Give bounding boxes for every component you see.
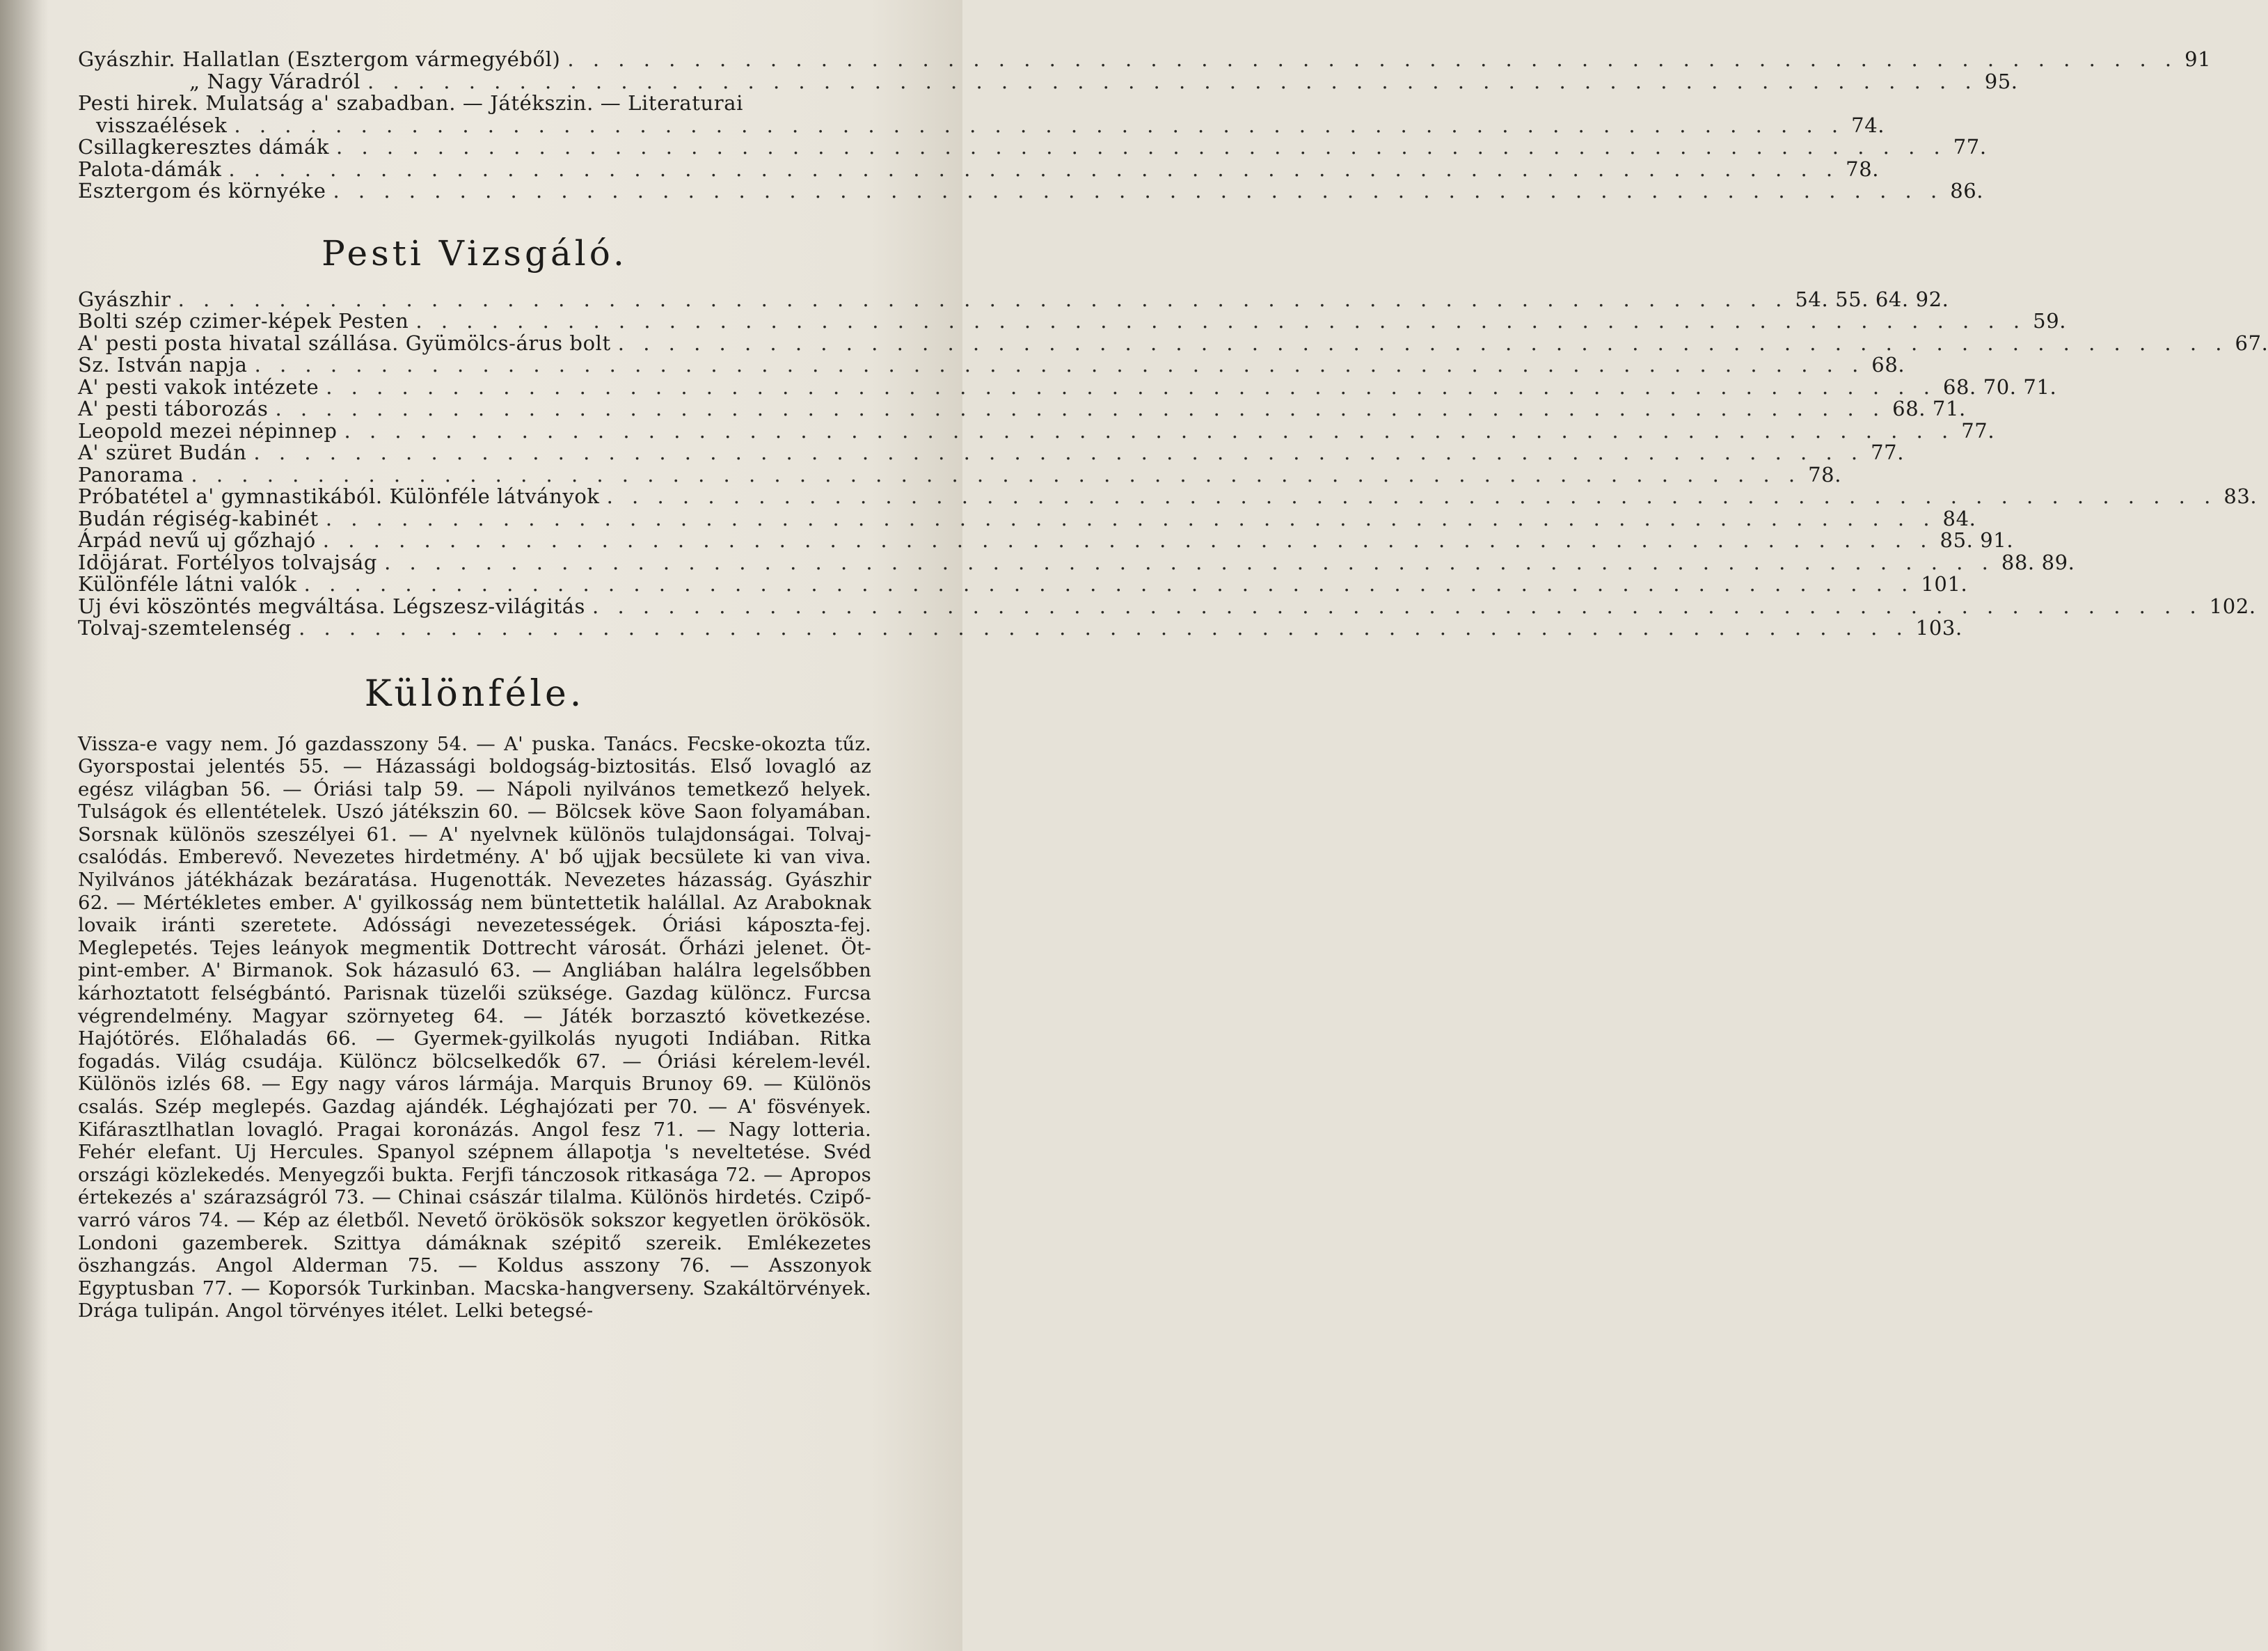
dot-leader [415,310,2026,333]
toc-entry: Esztergom és környéke . . . 86. [78,180,871,203]
dot-leader [367,71,1978,93]
toc-entry: A' pesti vakok intézete . . . 68. 70. 71. [78,377,871,399]
dot-leader [567,49,2178,71]
page-edge-shadow [0,0,49,1651]
toc-entry: A' szüret Budán . . . 77. [78,442,871,464]
toc-entry: Gyászhir . . . 54. 55. 64. 92. [78,289,871,311]
toc-entry: Próbatétel a' gymnastikából. Különféle látványok . . . 83. [78,486,871,508]
toc-pesti-list [78,287,2268,640]
dot-leader [384,552,1995,574]
toc-entry: Tolvaj-szemtelenség . . . 103. [78,617,871,640]
toc-entry: Leopold mezei népinnep . . . 77. [78,420,871,443]
dot-leader [253,442,1864,464]
toc-entry: Sz. István napja . . . 68. [78,354,871,377]
kulonfele-paragraph: Vissza-e vagy nem. Jó gazdasszony 54. — A' puska. Tanács. Fecske-okozta tűz. Gyorspostai jelentés 55. — Házassági boldogság-biztositás. Első lovagló az egész világban 56. — Óriási talp 59. — Nápoli nyilvános temetkező helyek. Tulságok és ellentételek. Uszó játékszin 60. — Bölcsek köve Saon folyamában. Sorsnak különös szeszélyei 61. — A' nyelvnek különös tulajdonságai. Tolvaj-csalódás. Emberevő. Nevezetes hirdetmény. A' bő ujjak becsülete ki van viva. Nyilvános játékházak bezáratása. Hugenották. Nevezetes házasság. Gyászhir 62. — Mértékletes ember. A' gyilkosság nem büntettetik halállal. Az Araboknak lovaik iránti szeretete. Adóssági nevezetességek. Óriási káposzta-fej. Meglepetés. Tejes leányok megmentik Dottrecht városát. Őrházi jelenet. Öt-pint-ember. A' Birmanok. Sok házasuló 63. — Angliában halálra legelsőbben kárhoztatott felségbántó. Parisnak tüzelői szüksége. Gazdag különcz. Furcsa végrendelmény. Magyar szörnyeteg 64. — Játék borzasztó következése. Hajótörés. Előhaladás 66. — Gyermek-gyilkolás nyugoti Indiában. Ritka fogadás. Világ csudája. Különcz bölcselkedők 67. — Óriási kérelem-levél. Különös izlés 68. — Egy nagy város lármája. Marquis Brunoy 69. — Különös csalás. Szép meglepés. Gazdag ajándék. Léghajózati per 70. — A' fösvények. Kifárasztlhatlan lovagló. Pragai koronázás. Angol fesz 71. — Nagy lotteria. Fehér elefant. Uj Hercules. Spanyol szépnem állapotja 's neveltetése. Svéd országi közlekedés. Menyegzői bukta. Ferjfi tánczosok ritkasága 72. — Apropos értekezés a' szárazságról 73. — Chinai császár tilalma. Különös hirdetés. Czipő-varró város 74. — Kép az életből. Nevető örökösök sokszor kegyetlen örökösök. Londoni gazemberek. Szittya dámáknak szépitő szereik. Emlékezetes öszhangzás. Angol Alderman 75. — Koldus asszony 76. — Asszonyok Egyptusban 77. — Koporsók Turkinban. Macska-hangverseny. Szakáltörvények. Drága tulipán. Angol törvényes itélet. Lelki betegsé- [78,732,871,1322]
dot-leader [228,159,1839,181]
section-heading-kulonfele: Különféle. [364,672,585,715]
toc-entry: Csillagkeresztes dámák . . . 77. [78,136,871,159]
dot-leader [234,115,1844,137]
dot-leader [191,464,1801,487]
toc-entry: visszaélések . . . 74. [78,115,871,137]
toc-entry: Budán régiség-kabinét . . . 84. [78,508,871,530]
toc-entry: Idöjárat. Fortélyos tolvajság . . . 88. 89. [78,552,871,574]
toc-entry: Uj évi köszöntés megváltása. Légszesz-világitás . . . 102. [78,596,871,618]
toc-entry: A' pesti posta hivatal szállása. Gyümölcs-árus bolt . . . 67. [78,333,871,355]
dot-leader [607,486,2217,508]
section-heading-pesti-vizsgalo: Pesti Vizsgáló. [322,232,628,274]
dot-leader [275,398,1885,420]
toc-entry: Palota-dámák . . . 78. [78,159,871,181]
toc-entry: Különféle látni valók . . . 101. [78,574,871,596]
dot-leader [178,289,1789,311]
toc-top-list [78,47,2212,203]
toc-entry: Panorama . . . 78. [78,464,871,487]
dot-leader [618,333,2228,355]
toc-entry: „ Nagy Váradról . . . 95. [78,71,871,93]
dot-leader [323,530,1933,552]
dot-leader [326,508,1936,530]
dot-leader [333,180,1943,203]
dot-leader [344,420,1955,443]
toc-entry: Bolti szép czimer-képek Pesten . . . 59. [78,310,871,333]
dot-leader [592,596,2203,618]
toc-entry: Gyászhir. Hallatlan (Esztergom vármegyéből) . . . 91 [78,49,871,71]
dot-leader [255,354,1865,377]
page-content [78,47,2268,1322]
dot-leader [299,617,1909,640]
toc-entry: Árpád nevű uj gőzhajó . . . 85. 91. [78,530,871,552]
dot-leader [304,574,1914,596]
toc-entry: Pesti hirek. Mulatság a' szabadban. — Játékszin. — Literaturai [78,91,743,115]
dot-leader [326,377,1936,399]
toc-entry: A' pesti táborozás . . . 68. 71. [78,398,871,420]
dot-leader [336,136,1946,159]
